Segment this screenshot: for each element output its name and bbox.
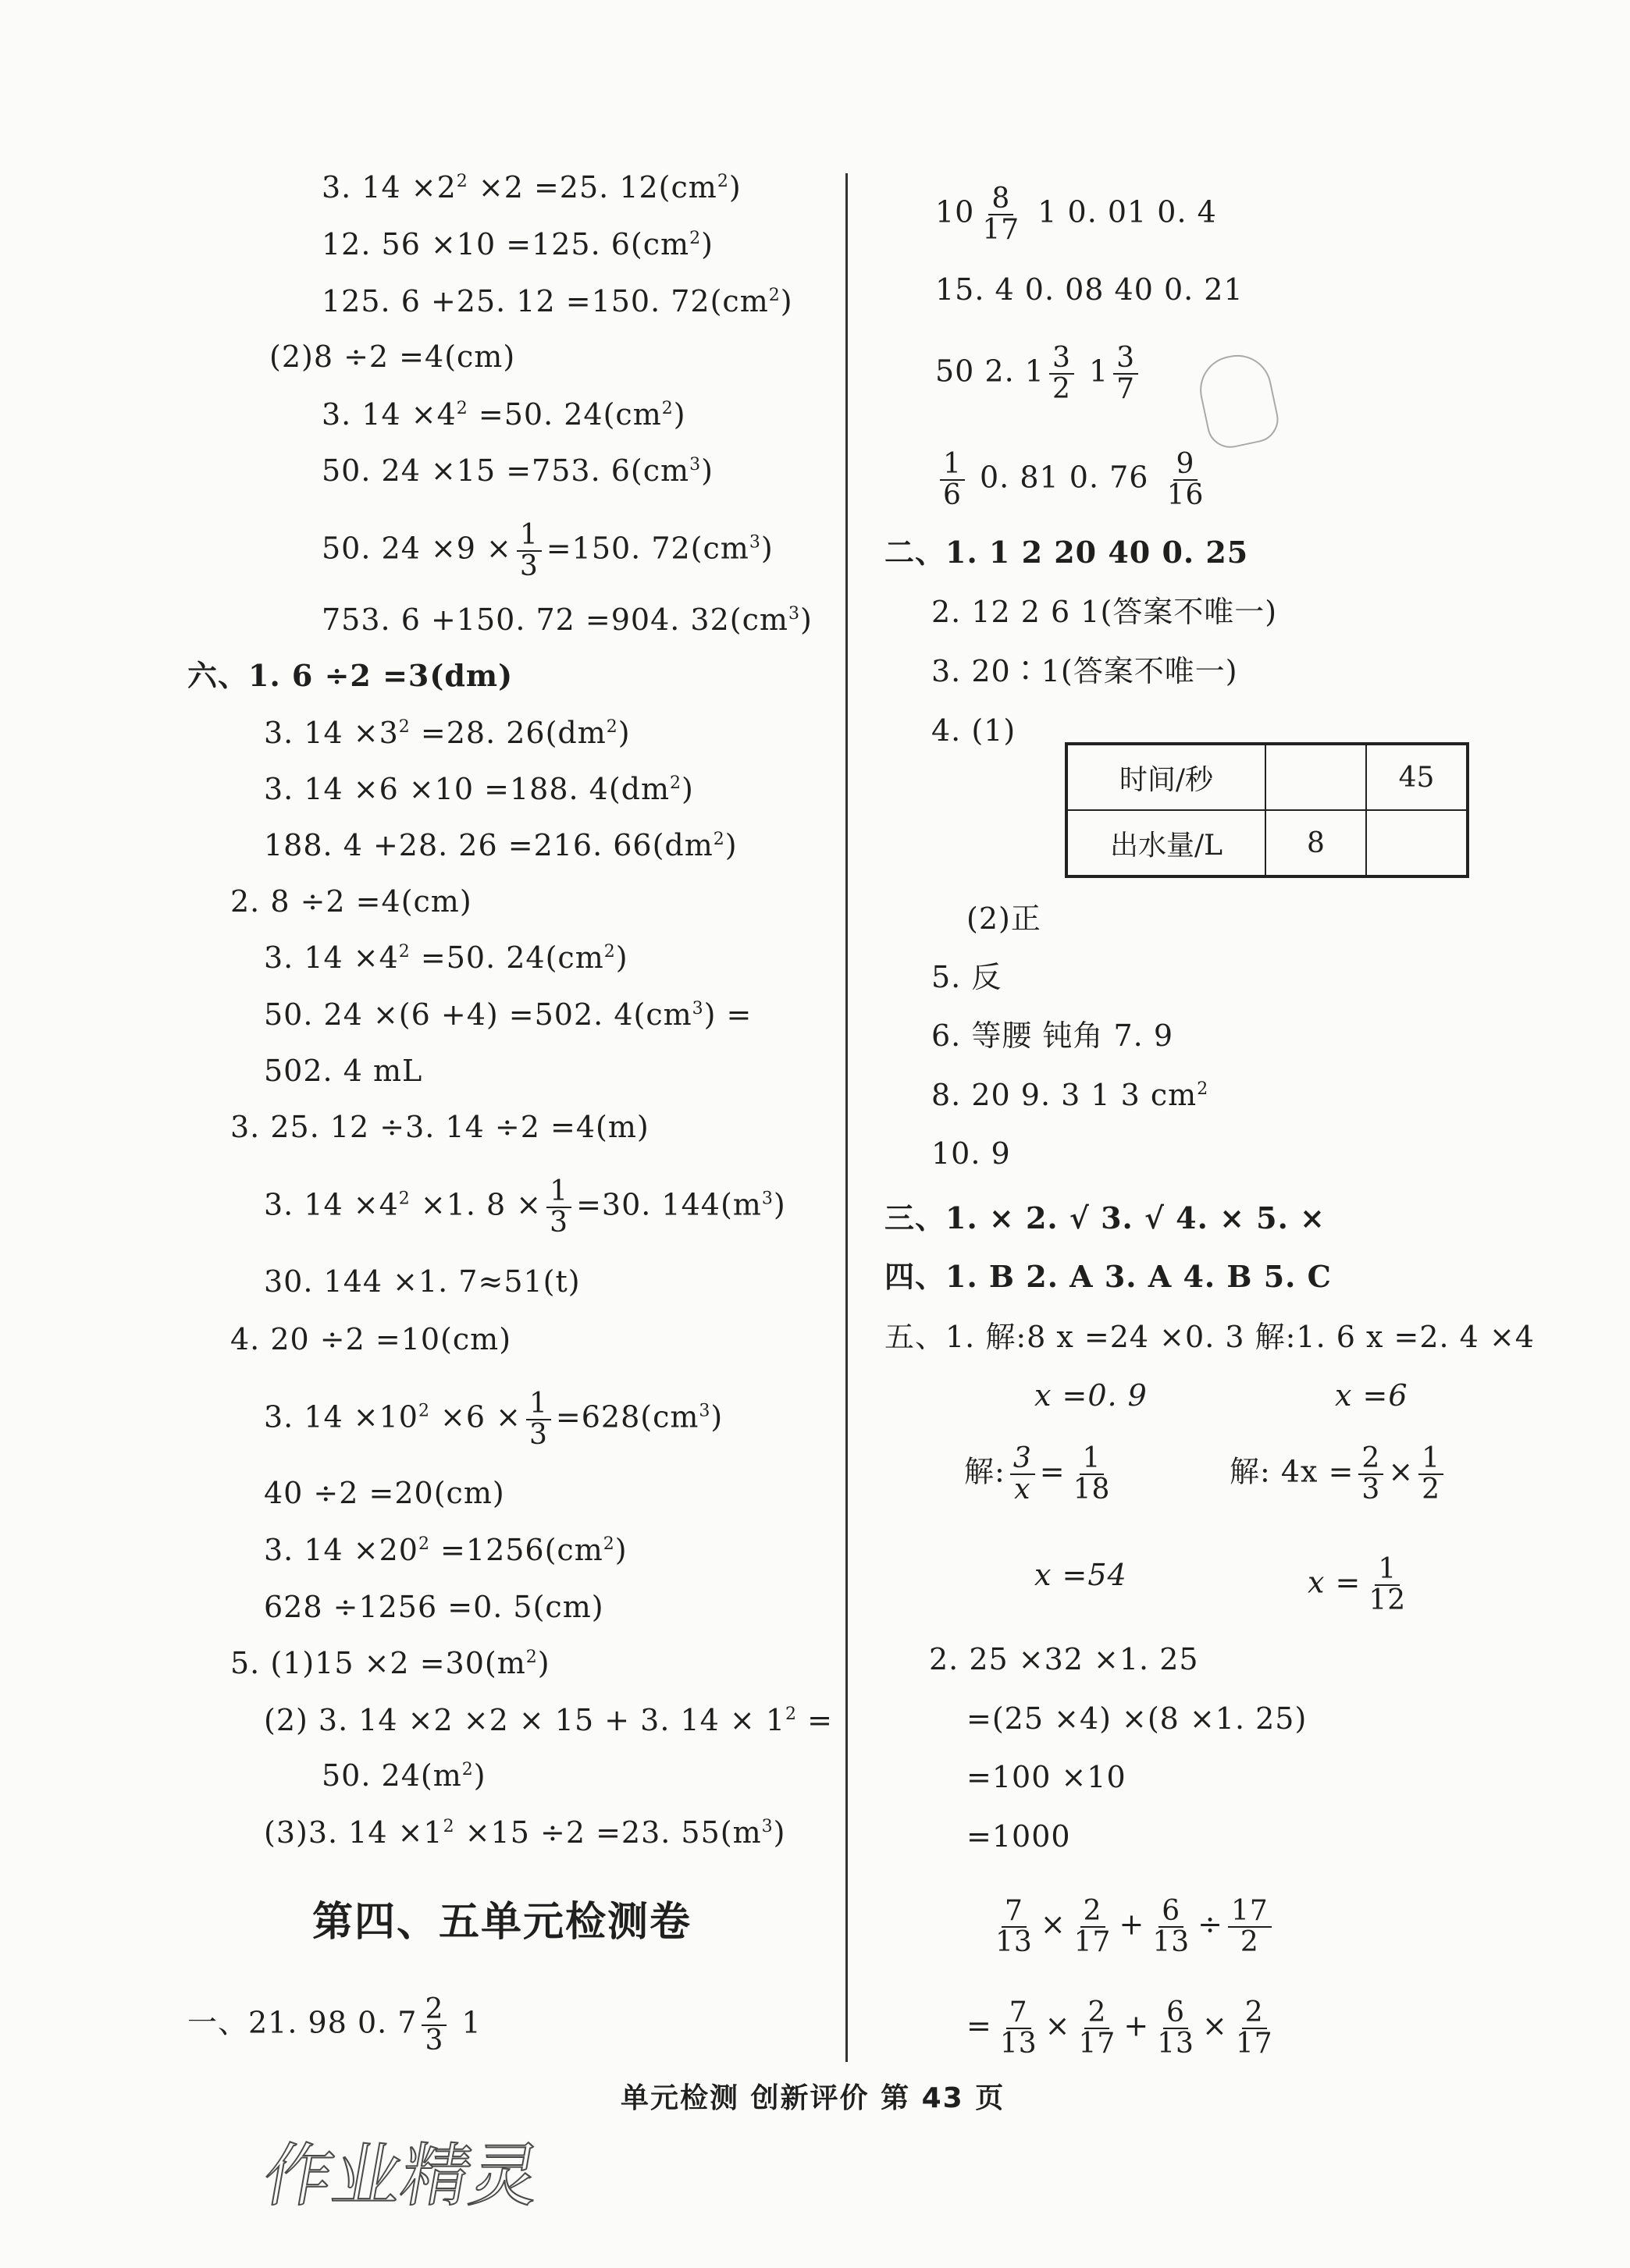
stamp-mark [1194,349,1283,453]
left-line-23: 3. $14 \times 20^2 =1256(cm^2)$ [264,1533,628,1567]
right-line-25: = $\frac{7}{13}$ × $\frac{2}{17}$ + $\frac{6}{13}$ × $\frac{2}{17}$ [966,1998,1281,2059]
right-line-12: 8. 20 9. 3 1 3 $cm^2$ [931,1078,1209,1112]
data-table [1065,742,1469,878]
fraction: $\frac{2}{17}$ [1078,1996,1116,2060]
fraction: $\frac{2}{17}$ [1235,1996,1273,2060]
right-line-4: $\frac{1}{6}$ 0. 81 0. 76 $\frac{9}{16}$ [935,450,1212,510]
page-footer: 单元检测 创新评价 第 43 页 [621,2082,1005,2114]
table-row [1066,744,1468,810]
fraction: $\frac{1}{2}$ [1418,1444,1443,1505]
left-line-18: 3. $14 \times 4^2 \times 1$. 8 × $\frac{1}{3}$ =30. $144(m^3)$ [264,1175,786,1239]
right-line-15: 四、1. B 2. A 3. A 4. B 5. C [884,1259,1332,1294]
left-line-25: 5. $(1)15 \times 2 =30(m^2)$ [230,1646,550,1680]
right-line-17a: x =0. 9 [1034,1378,1148,1413]
left-line-10: 3. $14 \times 3^2 =28$. $26(dm^2)$ [264,716,631,750]
table-cell: 时间/秒 [1066,744,1265,810]
left-line-9: 六、1. 6 ÷2 =3(dm) [187,658,514,693]
fraction: $\frac{7}{13}$ [995,1895,1033,1958]
left-line-3: 125. 6 +25. 12 =150. $72(cm^2)$ [322,284,793,318]
left-line-15: 50. 24 ×(6 +4) =502. $4(cm^3)$ = [264,997,753,1032]
left-line-29: 一、21. 98 0. 7 $\frac{2}{3}$ 1 [187,1993,482,2056]
left-line-28: (3)3. $14 \times 1^2 \times 15 \div 2 =23$. $55(m^3)$ [264,1815,786,1850]
left-line-24: 628 ÷1256 =0. 5(cm) [264,1590,604,1624]
left-line-8: 753. 6 +150. 72 =904. $32(cm^3)$ [322,603,813,637]
fraction: $\frac{1}{3}$ [517,521,542,581]
left-line-12: 188. 4 +28. 26 =216. $66(dm^2)$ [264,828,738,862]
right-line-3: 50 2. 1 $\frac{3}{2}$ 1 $\frac{3}{7}$ [935,343,1143,404]
left-line-11: 3. 14 ×6 ×10 =188. $4(dm^2)$ [264,772,694,806]
watermark-logo: 作业精灵 [257,2135,546,2216]
left-line-2: 12. 56 ×10 =125. $6(cm^2)$ [322,227,714,261]
table-cell: 出水量/L [1066,810,1265,876]
left-line-22: 40 ÷2 =20(cm) [264,1476,505,1510]
right-line-11: 6. 等腰 钝角 7. 9 [931,1018,1174,1053]
column-divider [845,173,848,2062]
left-line-16: 502. 4 mL [264,1054,423,1088]
fraction: $\frac{1}{12}$ [1368,1553,1407,1616]
table-row [1066,810,1468,876]
right-line-7: 3. 20∶1(答案不唯一) [931,654,1238,688]
left-line-5: 3. $14 \times 4^2 =50$. $24(cm^2)$ [322,397,686,432]
left-line-1: 3. $14 \times 2^2 \times 2 =25$. $12(cm^2)$ [322,170,742,204]
section-heading: 第四、五单元检测卷 [312,1899,692,1946]
right-line-18a: 解: $\frac{3}{x}$ = $\frac{1}{18}$ [964,1444,1118,1505]
right-line-9: (2)正 [966,901,1041,936]
right-line-6: 2. 12 2 6 1(答案不唯一) [931,595,1278,629]
left-line-19: 30. 144 ×1. 7≈51(t) [264,1264,581,1299]
table-cell [1265,744,1366,810]
right-line-5: 二、1. 1 2 20 40 0. 25 [884,535,1249,570]
fraction: $\frac{17}{2}$ [1228,1897,1272,1957]
right-line-19a: x =54 [1034,1558,1127,1592]
left-line-26: (2) 3. 14 ×2 ×2 × 15 + 3. $14 \times 1^2$ = [264,1703,833,1737]
fraction: $\frac{1}{6}$ [940,450,965,510]
right-line-20: 2. 25 ×32 ×1. 25 [929,1642,1199,1676]
right-line-24: $\frac{7}{13}$ × $\frac{2}{17}$ + $\frac{6}{13}$ ÷ $\frac{17}{2}$ [988,1897,1276,1957]
right-line-17b: x =6 [1335,1378,1408,1413]
table-cell: 8 [1265,810,1366,876]
right-line-1: 10 $\frac{8}{17}$ 1 0. 01 0. 4 [935,183,1217,246]
fraction: $\frac{2}{3}$ [1358,1444,1383,1505]
right-line-16: 五、1. 解:8 x =24 ×0. 3 解:1. 6 x =2. 4 ×4 [884,1320,1535,1354]
right-line-13: 10. 9 [931,1136,1011,1171]
right-line-19b: x = $\frac{1}{12}$ [1308,1555,1414,1616]
right-line-8: 4. (1) [931,713,1016,748]
left-line-17: 3. 25. 12 ÷3. 14 ÷2 =4(m) [230,1110,650,1144]
right-line-21: =(25 ×4) ×(8 ×1. 25) [966,1701,1308,1736]
left-line-27: 50. $24(m^2)$ [322,1758,486,1793]
right-line-2: 15. 4 0. 08 40 0. 21 [935,272,1244,307]
left-line-13: 2. 8 ÷2 =4(cm) [230,884,472,919]
right-line-14: 三、1. × 2. √ 3. √ 4. × 5. × [884,1200,1326,1235]
fraction: $\frac{2}{17}$ [1073,1895,1112,1958]
left-line-14: 3. $14 \times 4^2 =50$. $24(cm^2)$ [264,940,628,975]
fraction: $\frac{8}{17}$ [982,183,1020,246]
right-line-10: 5. 反 [931,960,1002,994]
fraction: $\frac{1}{3}$ [526,1389,551,1450]
fraction: $\frac{7}{13}$ [999,1996,1037,2060]
fraction: $\frac{1}{18}$ [1073,1442,1111,1505]
fraction: $\frac{3}{2}$ [1049,343,1074,404]
fraction: $\frac{6}{13}$ [1157,1996,1194,2060]
fraction: $\frac{6}{13}$ [1152,1895,1190,1958]
fraction: $\frac{3}{x}$ [1010,1444,1035,1505]
left-line-7: 50. 24 ×9 × $\frac{1}{3}$ =150. $72(cm^3)$ [322,519,774,582]
left-line-4: (2)8 ÷2 =4(cm) [269,339,516,374]
table-cell [1366,810,1468,876]
left-line-6: 50. 24 ×15 =753. $6(cm^3)$ [322,453,714,488]
fraction: $\frac{2}{3}$ [422,1995,447,2056]
right-line-18b: 解: 4x = $\frac{2}{3}$ × $\frac{1}{2}$ [1230,1444,1448,1505]
table-cell: 45 [1366,744,1468,810]
fraction: $\frac{3}{7}$ [1113,343,1138,404]
left-line-21: 3. $14 \times 10^2 \times 6$ × $\frac{1}{3}$ $=628(cm^3)$ [264,1388,724,1451]
right-line-22: =100 ×10 [966,1760,1126,1794]
left-line-20: 4. 20 ÷2 =10(cm) [230,1322,512,1356]
fraction: $\frac{9}{16}$ [1166,448,1205,511]
right-line-23: =1000 [966,1819,1071,1854]
fraction: $\frac{1}{3}$ [546,1177,571,1238]
